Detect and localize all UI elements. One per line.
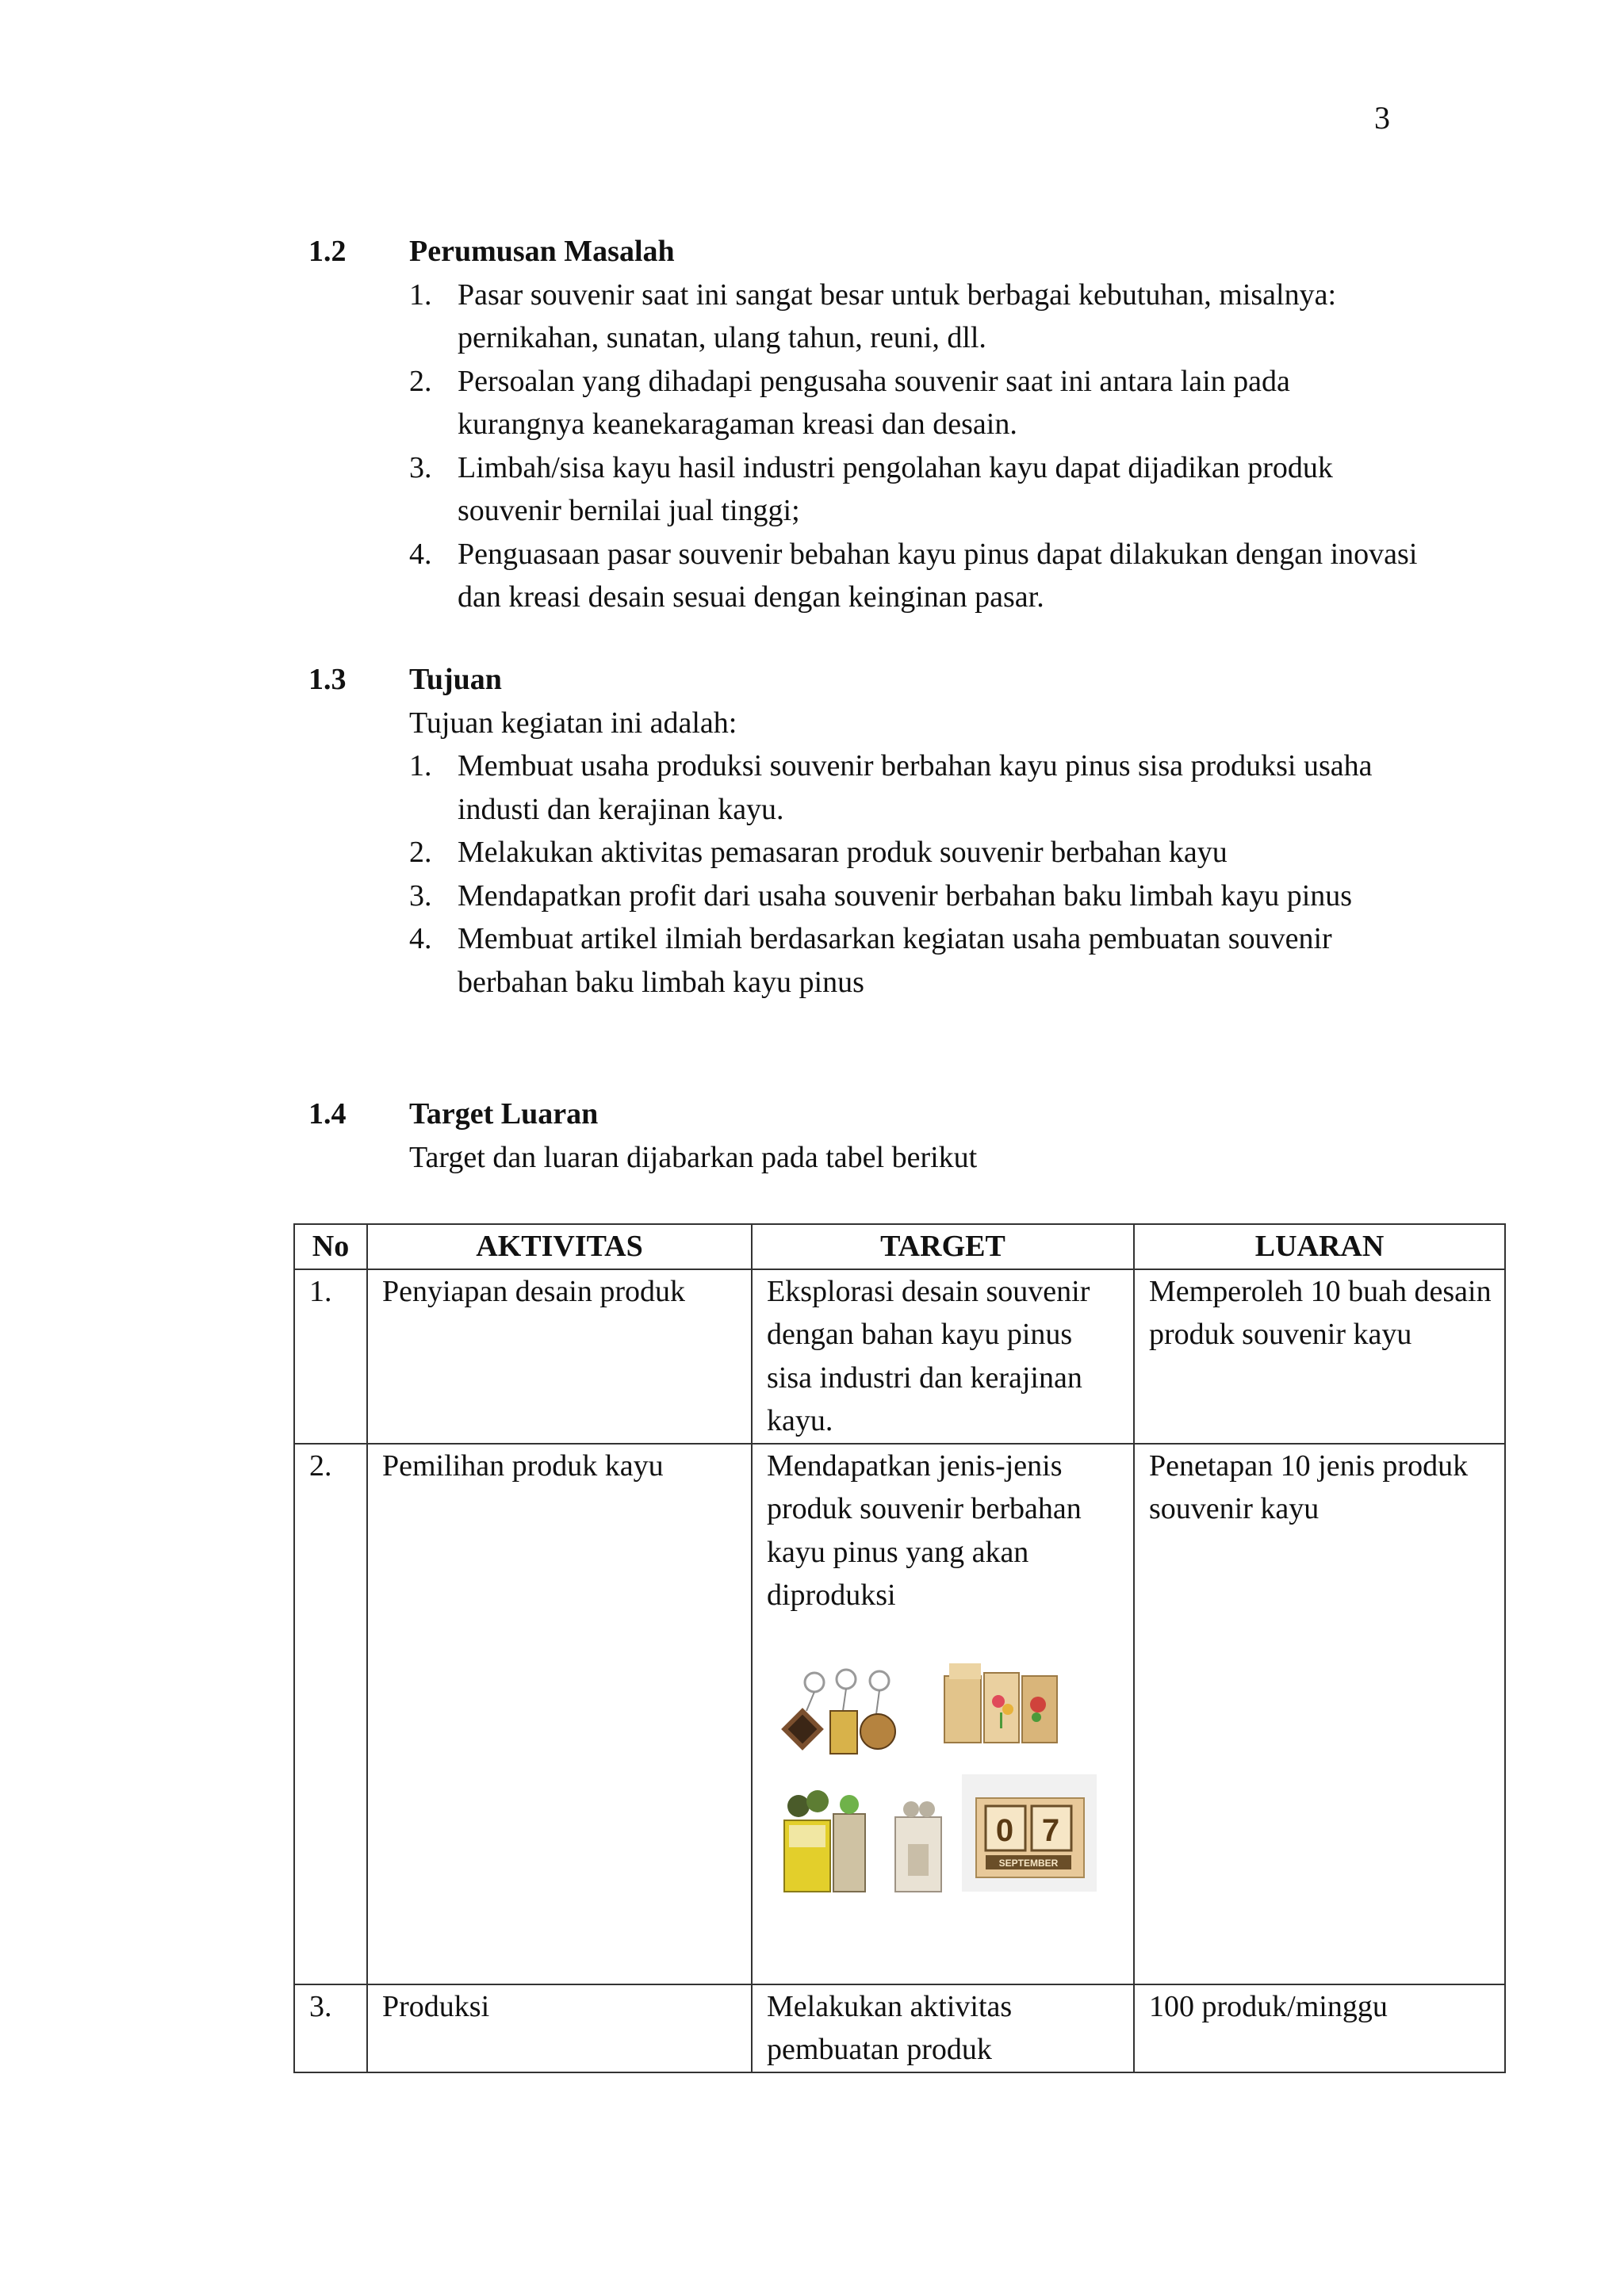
- keychain-products-image: [776, 1665, 911, 1760]
- section-number: 1.4: [308, 1097, 347, 1131]
- cell-luaran: Penetapan 10 jenis produk souvenir kayu: [1134, 1444, 1505, 1984]
- list-item: 1. Membuat usaha produksi souvenir berbahan kayu pinus sisa produksi usaha industi dan kerajinan kayu.: [409, 749, 1373, 826]
- section-number: 1.3: [308, 663, 347, 696]
- cell-luaran: Memperoleh 10 buah desain produk souvenir kayu: [1134, 1269, 1505, 1444]
- header-no: No: [294, 1224, 367, 1269]
- cell-no: 1.: [294, 1269, 367, 1444]
- section-intro: Target dan luaran dijabarkan pada tabel berikut: [409, 1140, 978, 1174]
- section-title: Target Luaran: [409, 1097, 599, 1131]
- target-luaran-table: [293, 1223, 1506, 2073]
- list-item: 2. Persoalan yang dihadapi pengusaha souvenir saat ini antara lain pada kurangnya keanekaragaman kreasi dan desain.: [409, 364, 1290, 441]
- section-title: Perumusan Masalah: [409, 235, 675, 268]
- objective-list: [409, 744, 1419, 1004]
- cell-target: Eksplorasi desain souvenir dengan bahan kayu pinus sisa industri dan kerajinan kayu.: [752, 1269, 1134, 1444]
- list-item: 3. Limbah/sisa kayu hasil industri pengolahan kayu dapat dijadikan produk souvenir bernilai jual tinggi;: [409, 450, 1333, 527]
- header-luaran: LUARAN: [1134, 1224, 1505, 1269]
- wooden-box-products-image: [941, 1657, 1060, 1746]
- cell-target: [752, 1444, 1134, 1984]
- table-row: [294, 1984, 1505, 2072]
- table-row: [294, 1269, 1505, 1444]
- section-tujuan: [308, 658, 1419, 1004]
- list-item: 2. Melakukan aktivitas pemasaran produk souvenir berbahan kayu: [409, 836, 1228, 869]
- cell-luaran: 100 produk/minggu: [1134, 1984, 1505, 2072]
- cell-no: 2.: [294, 1444, 367, 1984]
- section-perumusan-masalah: [308, 230, 1419, 619]
- problem-list: [409, 274, 1419, 619]
- calendar-digit-1: 7: [1041, 1812, 1060, 1848]
- list-item: 4. Membuat artikel ilmiah berdasarkan kegiatan usaha pembuatan souvenir berbahan baku limbah kayu pinus: [409, 922, 1332, 999]
- product-images: [767, 1635, 1121, 1984]
- header-aktivitas: AKTIVITAS: [367, 1224, 752, 1269]
- cell-no: 3.: [294, 1984, 367, 2072]
- list-item: 1. Pasar souvenir saat ini sangat besar untuk berbagai kebutuhan, misalnya: pernikahan, sunatan, ulang tahun, reuni, dll.: [409, 277, 1337, 354]
- cell-aktivitas: Pemilihan produk kayu: [367, 1444, 752, 1984]
- cell-target-text: Mendapatkan jenis-jenis produk souvenir berbahan kayu pinus yang akan diproduksi: [767, 1448, 1082, 1612]
- section-intro: Tujuan kegiatan ini adalah:: [409, 706, 737, 740]
- calendar-month-label: SEPTEMBER: [998, 1857, 1059, 1869]
- bookmark-products-image: [776, 1782, 951, 1893]
- section-number: 1.2: [308, 235, 347, 268]
- list-item: 3. Mendapatkan profit dari usaha souvenir berbahan baku limbah kayu pinus: [409, 878, 1353, 913]
- section-target-luaran: [308, 1093, 1419, 1179]
- table-header-row: [294, 1224, 1505, 1269]
- section-title: Tujuan: [409, 663, 502, 696]
- cell-aktivitas: Produksi: [367, 1984, 752, 2072]
- calendar-digit-0: 0: [995, 1812, 1014, 1848]
- header-target: TARGET: [752, 1224, 1134, 1269]
- cell-target: Melakukan aktivitas pembuatan produk: [752, 1984, 1134, 2072]
- page-number: 3: [1374, 100, 1390, 136]
- calendar-block-image: [962, 1774, 1097, 1892]
- list-item: 4. Penguasaan pasar souvenir bebahan kayu pinus dapat dilakukan dengan inovasi dan kreasi desain sesuai dengan keinginan pasar.: [409, 537, 1418, 614]
- cell-aktivitas: Penyiapan desain produk: [367, 1269, 752, 1444]
- table-row: [294, 1444, 1505, 1984]
